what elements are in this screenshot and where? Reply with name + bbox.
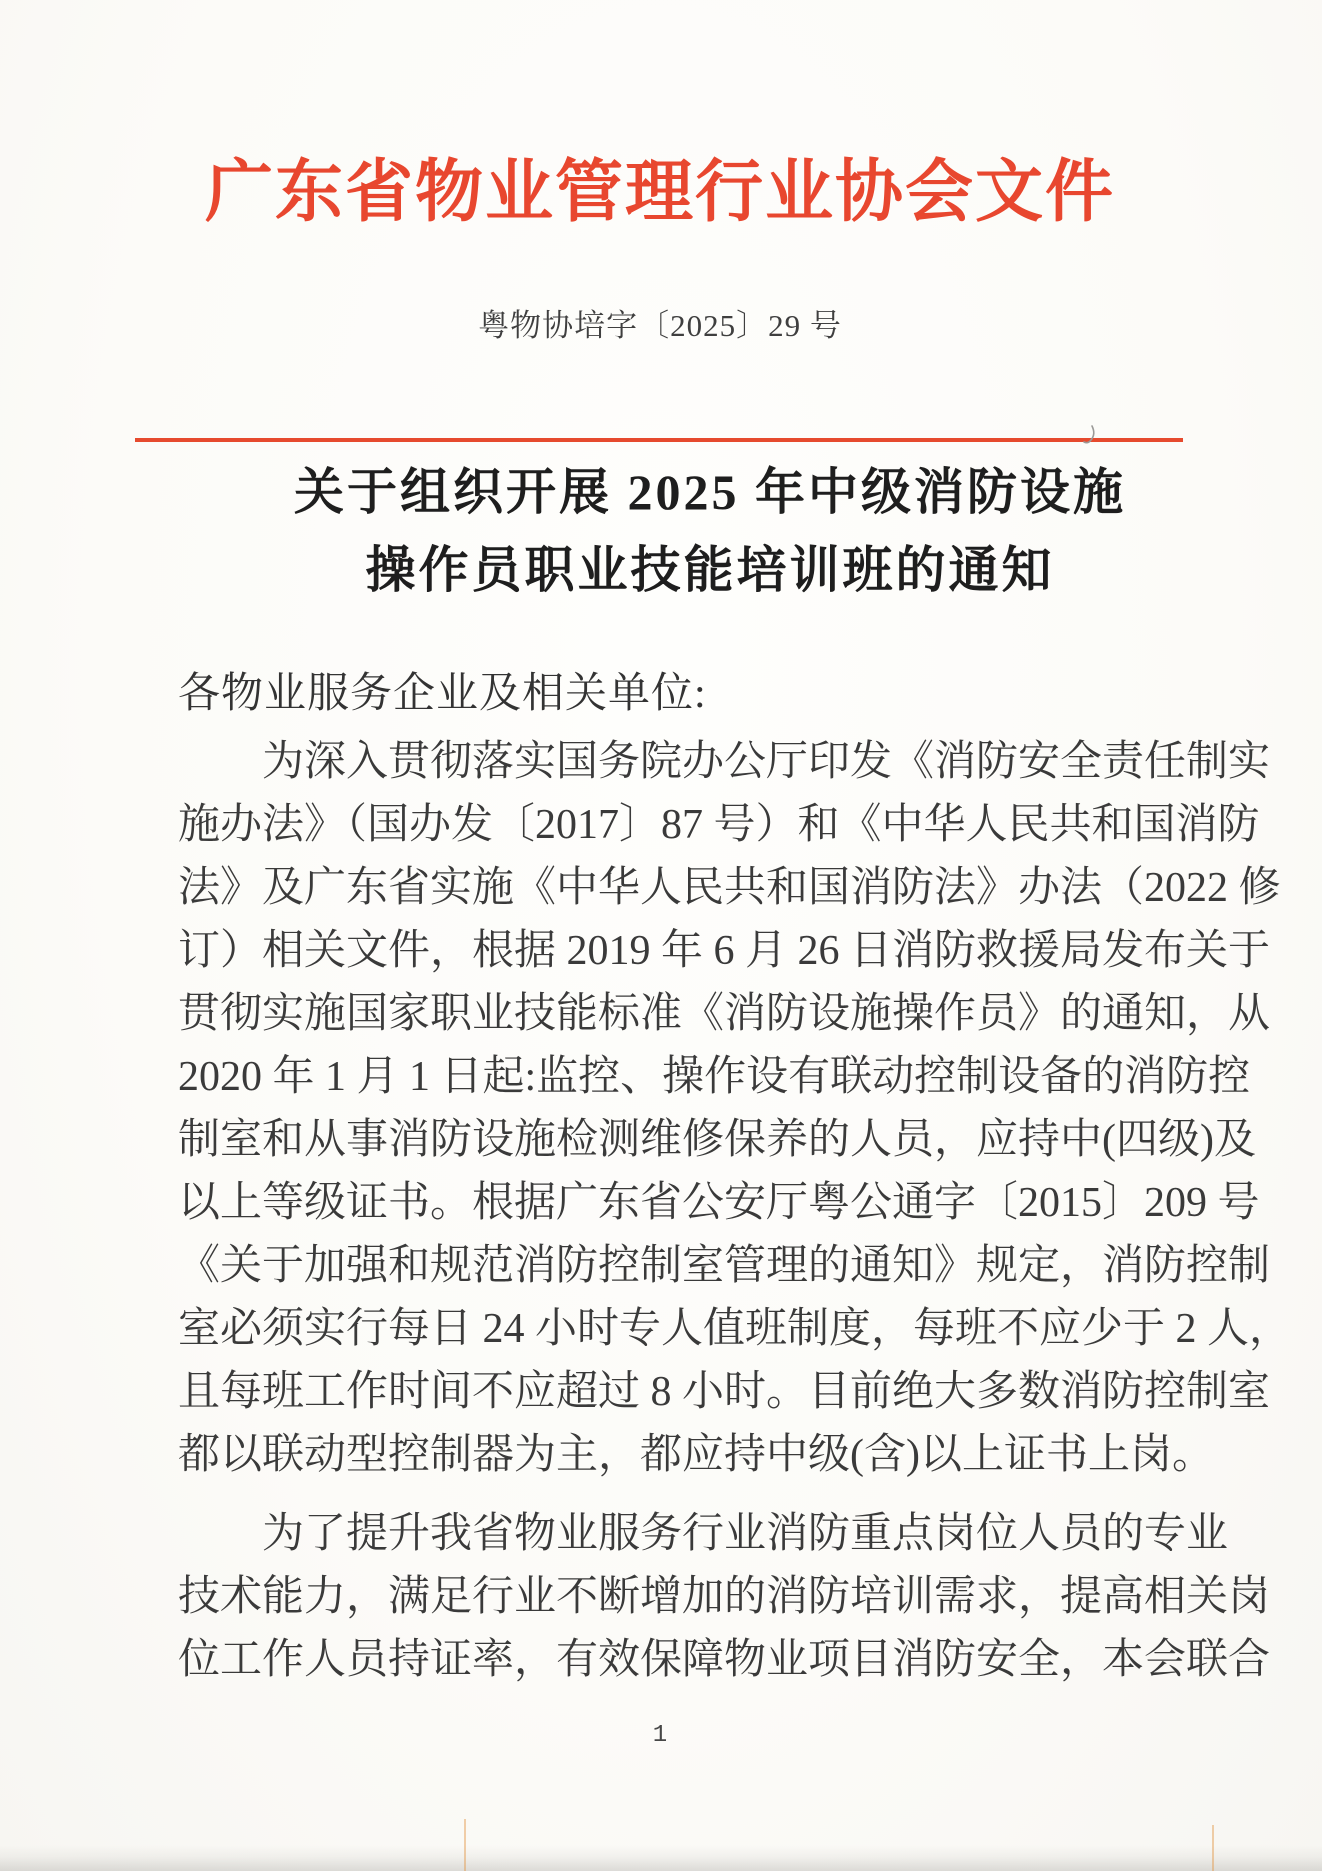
paragraph-line: 制室和从事消防设施检测维修保养的人员，应持中(四级)及 — [178, 1117, 1256, 1163]
paragraph-line: 以上等级证书。根据广东省公安厅粤公通字〔2015〕209 号 — [178, 1180, 1260, 1226]
scan-artifact-mark — [1082, 424, 1097, 451]
paragraph-line: 技术能力，满足行业不断增加的消防培训需求，提高相关岗 — [178, 1574, 1271, 1620]
document-number: 粤物协培字〔2025〕29 号 — [478, 308, 842, 343]
paragraph-line: 为深入贯彻落实国务院办公厅印发《消防安全责任制实 — [262, 739, 1271, 785]
paragraph-line: 《关于加强和规范消防控制室管理的通知》规定，消防控制 — [178, 1243, 1271, 1289]
scan-streak — [464, 1819, 466, 1871]
paragraph-line: 2020 年 1 月 1 日起:监控、操作设有联动控制设备的消防控 — [178, 1054, 1251, 1100]
paragraph-line: 位工作人员持证率，有效保障物业项目消防安全，本会联合 — [178, 1637, 1271, 1683]
paragraph-line: 订）相关文件，根据 2019 年 6 月 26 日消防救援局发布关于 — [178, 928, 1271, 974]
scan-bottom-edge — [0, 1845, 1322, 1871]
paragraph-line: 贯彻实施国家职业技能标准《消防设施操作员》的通知，从 — [178, 991, 1271, 1037]
paragraph-2 — [178, 1503, 1271, 1692]
page-number: 1 — [652, 1722, 668, 1749]
paragraph-line: 法》及广东省实施《中华人民共和国消防法》办法（2022 修 — [178, 865, 1281, 911]
salutation: 各物业服务企业及相关单位: — [178, 671, 707, 717]
paragraph-line: 为了提升我省物业服务行业消防重点岗位人员的专业 — [262, 1511, 1229, 1557]
red-divider-rule — [135, 438, 1183, 442]
paragraph-line: 都以联动型控制器为主，都应持中级(含)以上证书上岗。 — [178, 1432, 1214, 1478]
paragraph-line: 且每班工作时间不应超过 8 小时。目前绝大多数消防控制室 — [178, 1369, 1271, 1415]
notice-title-line1: 关于组织开展 2025 年中级消防设施 — [294, 464, 1126, 520]
notice-title-line2: 操作员职业技能培训班的通知 — [365, 542, 1055, 598]
paragraph-1 — [178, 731, 1292, 1487]
scan-streak — [1212, 1825, 1214, 1871]
paragraph-line: 施办法》（国办发〔2017〕87 号）和《中华人民共和国消防 — [178, 802, 1260, 848]
paragraph-line: 室必须实行每日 24 小时专人值班制度，每班不应少于 2 人， — [178, 1306, 1292, 1352]
letterhead-title: 广东省物业管理行业协会文件 — [204, 154, 1115, 230]
